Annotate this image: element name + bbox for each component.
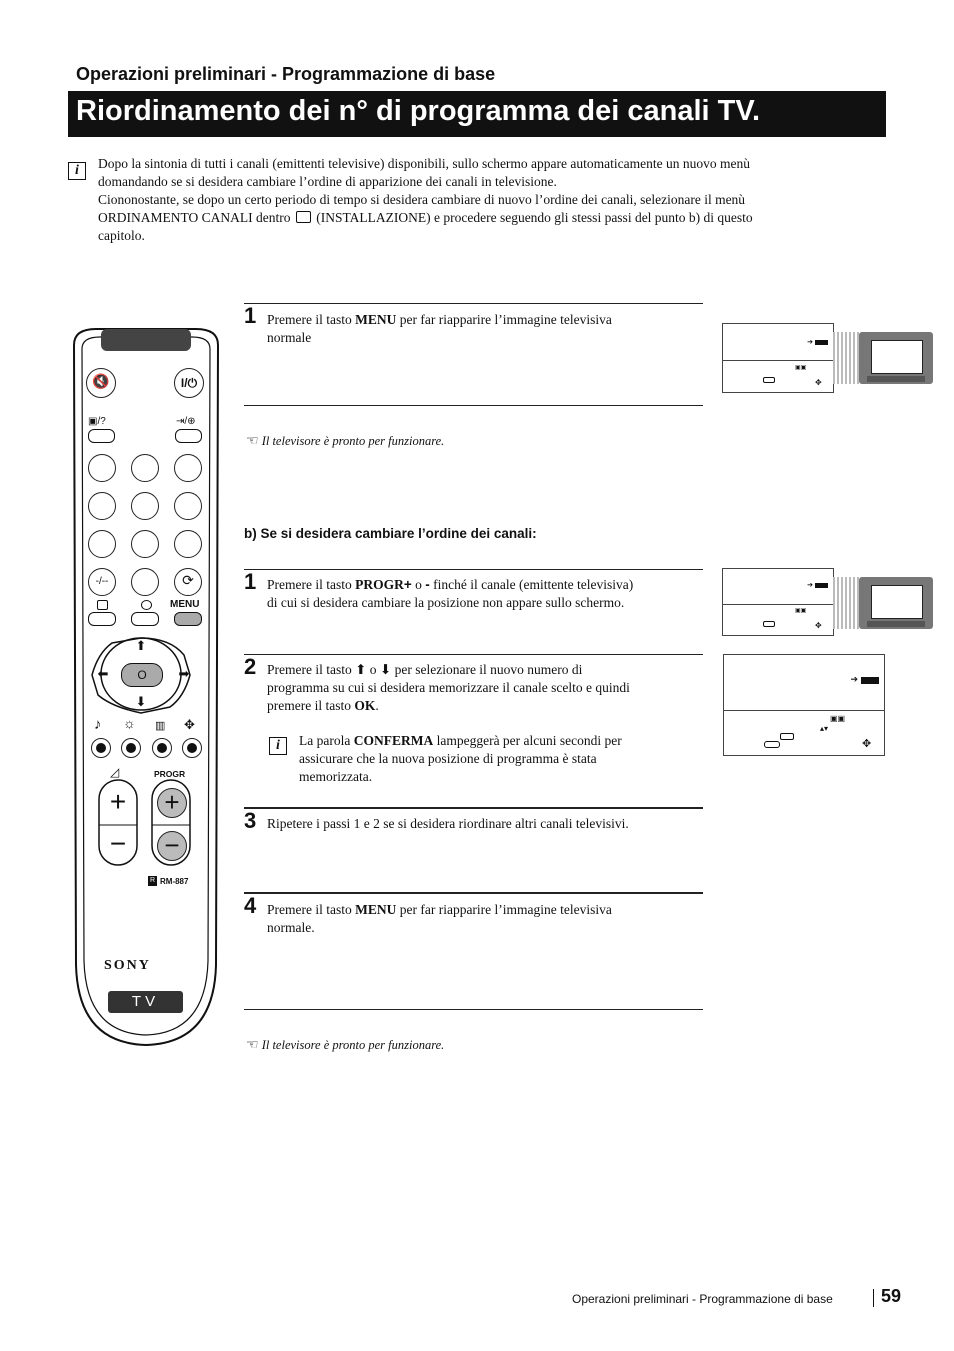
ok-button[interactable]: O xyxy=(121,663,163,687)
number-button[interactable] xyxy=(88,454,116,482)
teletext-info-icon: ▣/? xyxy=(88,416,106,427)
registered-icon: R xyxy=(149,877,156,884)
step-number: 1 xyxy=(244,303,257,328)
info-icon: i xyxy=(269,737,287,755)
swap-button[interactable]: ⟳ xyxy=(174,568,202,596)
step-text: Ripetere i passi 1 e 2 se si desidera riordinare altri canali televisivi. xyxy=(267,816,629,831)
teletext-mode-button[interactable] xyxy=(131,612,159,626)
screen-mode-icon: ✥ xyxy=(184,717,195,732)
tv-mode-icon xyxy=(97,600,108,610)
number-button[interactable] xyxy=(174,454,202,482)
number-button[interactable] xyxy=(131,568,159,596)
step-number: 3 xyxy=(244,808,257,833)
remote-control xyxy=(66,325,226,1050)
input-select-icon: ⇥/⊕ xyxy=(176,416,196,427)
menu-button[interactable] xyxy=(174,612,202,626)
zoom-lines xyxy=(833,577,859,629)
thumb-icon: ☜ xyxy=(246,1038,259,1053)
step-number: 4 xyxy=(244,893,257,918)
screen-mode-button[interactable] xyxy=(182,738,202,758)
number-button[interactable] xyxy=(174,530,202,558)
number-button[interactable] xyxy=(88,530,116,558)
progr-down-button[interactable]: − xyxy=(157,831,187,861)
arrow-up-button[interactable]: ⬆ xyxy=(135,638,147,653)
footer-text: Operazioni preliminari - Programmazione di base xyxy=(572,1292,833,1306)
tv-menu-screen: ➔ ▣▣ ▴▾ ✥ xyxy=(723,654,885,756)
step-text: Premere il tasto MENU per far riapparire l’immagine televisiva normale. xyxy=(267,902,612,935)
sleep-timer-icon: ▥ xyxy=(155,720,166,732)
title-bar xyxy=(68,91,886,137)
teletext-button[interactable] xyxy=(88,429,115,443)
zoom-lines xyxy=(833,332,859,384)
thumb-icon: ☜ xyxy=(246,434,259,449)
divider xyxy=(244,1009,703,1010)
toolbox-icon xyxy=(296,211,311,223)
section-heading: Operazioni preliminari - Programmazione di base xyxy=(76,64,496,84)
volume-down-button[interactable]: − xyxy=(109,828,127,859)
info-text: La parola CONFERMA lampeggerà per alcuni secondi per assicurare che la nuova posizione di programma è stata memorizzata. xyxy=(299,733,622,784)
tv-menu-screen: ➔ ▣▣ ✥ xyxy=(722,568,834,636)
sleep-timer-button[interactable] xyxy=(152,738,172,758)
footer-divider xyxy=(873,1289,874,1307)
tv-set-icon xyxy=(859,577,933,629)
step-number: 2 xyxy=(244,654,257,679)
page-title: Riordinamento dei n° di programma dei canali TV. xyxy=(76,95,761,127)
ready-note: ☜ Il televisore è pronto per funzionare. xyxy=(246,434,445,449)
arrow-right-button[interactable]: ➡ xyxy=(178,666,190,681)
menu-label: MENU xyxy=(170,599,200,610)
number-button[interactable] xyxy=(131,454,159,482)
teletext-mode-icon xyxy=(141,600,152,610)
step-text: Premere il tasto MENU per far riapparire l’immagine televisiva normale xyxy=(267,312,612,345)
volume-up-button[interactable]: + xyxy=(109,786,127,817)
picture-mode-icon: ☼ xyxy=(123,717,136,732)
sound-mode-icon: ♪ xyxy=(94,717,102,733)
page-number: 59 xyxy=(881,1286,902,1306)
tv-menu-screen: ➔ ▣▣ ✥ xyxy=(722,323,834,393)
picture-mode-button[interactable] xyxy=(121,738,141,758)
subheading: b) Se si desidera cambiare l’ordine dei canali: xyxy=(244,526,537,541)
mute-button[interactable]: 🔇 xyxy=(86,368,116,398)
info-icon: i xyxy=(68,162,86,180)
arrow-up-icon: ⬆ xyxy=(355,662,367,677)
divider xyxy=(244,892,703,894)
model-number: RM-887 xyxy=(160,877,189,886)
input-button[interactable] xyxy=(175,429,202,443)
minus-icon: - xyxy=(425,577,430,592)
number-button[interactable] xyxy=(88,492,116,520)
number-button[interactable] xyxy=(131,492,159,520)
arrow-left-button[interactable]: ⬅ xyxy=(97,666,109,681)
arrow-down-icon: ⬇ xyxy=(379,662,392,677)
step-text: Premere il tasto ⬆ o ⬇ per selezionare il nuovo numero di programma su cui si desidera memorizzare il canale scelto e quindi premere il tasto OK. xyxy=(267,662,630,713)
progr-up-button[interactable]: + xyxy=(157,788,187,818)
brand-logo: SONY xyxy=(104,958,151,973)
arrow-down-button[interactable]: ⬇ xyxy=(135,694,147,709)
ready-note: ☜ Il televisore è pronto per funzionare. xyxy=(246,1038,445,1053)
double-digit-button[interactable]: -/-- xyxy=(88,568,116,596)
plus-icon: + xyxy=(403,577,412,592)
sound-mode-button[interactable] xyxy=(91,738,111,758)
step-text: Premere il tasto PROGR+ o - finché il canale (emittente televisiva) di cui si desidera cambiare la posizione non appare sullo schermo. xyxy=(267,577,634,610)
step-number: 1 xyxy=(244,569,257,594)
divider xyxy=(244,303,703,304)
progr-label: PROGR xyxy=(154,769,186,779)
divider xyxy=(244,654,703,655)
tv-set-icon xyxy=(859,332,933,384)
volume-icon: ◿ xyxy=(110,765,120,779)
number-button[interactable] xyxy=(131,530,159,558)
tv-mode-button[interactable] xyxy=(88,612,116,626)
divider xyxy=(244,405,703,406)
tv-label-plate: TV xyxy=(108,991,183,1013)
intro-text: Dopo la sintonia di tutti i canali (emittenti televisive) disponibili, sullo schermo appare automaticamente un nuovo menù domandando se si desidera cambiare l’ordine di apparizione dei canali in televisione. Ciononostante, se dopo un certo periodo di tempo si desidera cambiare di nuovo l’ordine dei canali, selezionare il menù ORDINAMENTO CANALI dentro (INSTALLAZIONE) e procedere seguendo gli stessi passi del punto b) di questo capitolo. xyxy=(98,156,753,243)
power-button[interactable]: I/⏻ xyxy=(174,368,204,398)
divider xyxy=(244,569,703,570)
divider xyxy=(244,807,703,809)
number-button[interactable] xyxy=(174,492,202,520)
